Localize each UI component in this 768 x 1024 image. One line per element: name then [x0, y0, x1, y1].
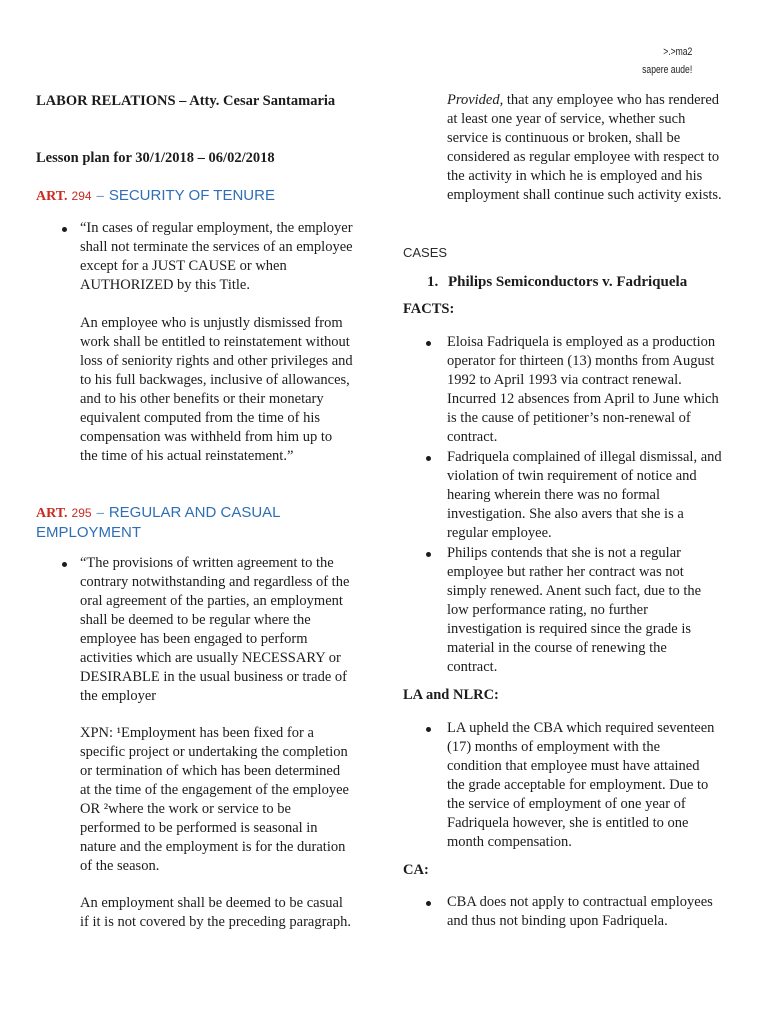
article-title: REGULAR AND CASUAL EMPLOYMENT: [36, 504, 281, 541]
facts-heading: FACTS:: [403, 301, 455, 317]
article-dash: –: [96, 188, 104, 204]
article-title: SECURITY OF TENURE: [108, 187, 275, 204]
article-295-casual: An employment shall be deemed to be casual if it is not covered by the preceding paragraph.: [80, 895, 351, 930]
header-motto: sapere aude!: [641, 64, 692, 76]
cases-heading: CASES: [403, 245, 448, 260]
proviso-paragraph: [447, 91, 722, 205]
bullet-icon: [426, 552, 431, 557]
bullet-icon: [426, 901, 431, 906]
la-nlrc-item: LA upheld the CBA which required seventeen (17) months of employment with the condition that employee must have attained the grade acceptable for employment. Due to the service of employment of one year of Fadriquela however, she is entitled to one month compensation.: [447, 720, 715, 850]
article-294-paragraph: An employee who is unjustly dismissed from work shall be entitled to reinstatement without loss of seniority rights and other privileges and to his full backwages, inclusive of allowances, and to his other benefits or their monetary equivalent computed from the time of his compensation was withheld from him up to the time of his actual reinstatement.”: [80, 315, 353, 464]
article-294-quote: “In cases of regular employment, the employer shall not terminate the services of an employee except for a JUST CAUSE or when AUTHORIZED by this Title.: [80, 220, 353, 293]
proviso-lead: Provided,: [447, 92, 504, 108]
bullet-icon: [426, 456, 431, 461]
course-title: LABOR RELATIONS – Atty. Cesar Santamaria: [36, 93, 336, 109]
case-number: 1.: [427, 274, 439, 290]
article-number: 294: [71, 189, 92, 203]
facts-item: Eloisa Fadriquela is employed as a production operator for thirteen (13) months from August 1992 to April 1993 via contract renewal. Incurred 12 absences from April to June which is the cause of petitioner’s non-renewal of contract.: [447, 334, 719, 445]
bullet-icon: [62, 227, 67, 232]
la-nlrc-heading: LA and NLRC:: [403, 687, 499, 703]
article-295-heading: [36, 503, 281, 543]
article-label: ART.: [36, 506, 68, 521]
ca-heading: CA:: [403, 862, 429, 878]
header-code: >.>ma2: [662, 46, 692, 58]
bullet-icon: [426, 727, 431, 732]
facts-item: Fadriquela complained of illegal dismissal, and violation of twin requirement of notice and hearing wherein there was no formal investigation. She also avers that she is a regular employee.: [447, 449, 722, 541]
article-294-heading: [36, 186, 275, 206]
ca-item: CBA does not apply to contractual employees and thus not binding upon Fadriquela.: [447, 894, 713, 929]
article-295-exception: XPN: ¹Employment has been fixed for a specific project or undertaking the completion or termination of which has been determined at the time of the engagement of the employee OR ²where the work or service to be performed to be performed is seasonal in nature and the employment is for the duration of the season.: [80, 725, 349, 874]
article-dash: –: [96, 505, 104, 521]
bullet-icon: [62, 562, 67, 567]
case-title: Philips Semiconductors v. Fadriquela: [448, 274, 688, 290]
article-295-quote: “The provisions of written agreement to the contrary notwithstanding and regardless of the oral agreement of the parties, an employment shall be deemed to be regular where the employee has been engaged to perform activities which are usually NECESSARY or DESIRABLE in the usual business or trade of the employer: [80, 555, 350, 704]
article-label: ART.: [36, 189, 68, 204]
proviso-text: that any employee who has rendered at least one year of service, whether such service is continuous or broken, shall be considered as regular employee with respect to the activity in which he is employed and his employment shall continue such activity exists.: [447, 92, 722, 203]
facts-item: Philips contends that she is not a regular employee but rather her contract was not simply renewed. Anent such fact, due to the low performance rating, no further investigation is required since the grade is material in the course of renewing the contract.: [447, 545, 702, 675]
lesson-plan-dates: Lesson plan for 30/1/2018 – 06/02/2018: [36, 150, 275, 166]
article-number: 295: [71, 506, 92, 520]
bullet-icon: [426, 341, 431, 346]
